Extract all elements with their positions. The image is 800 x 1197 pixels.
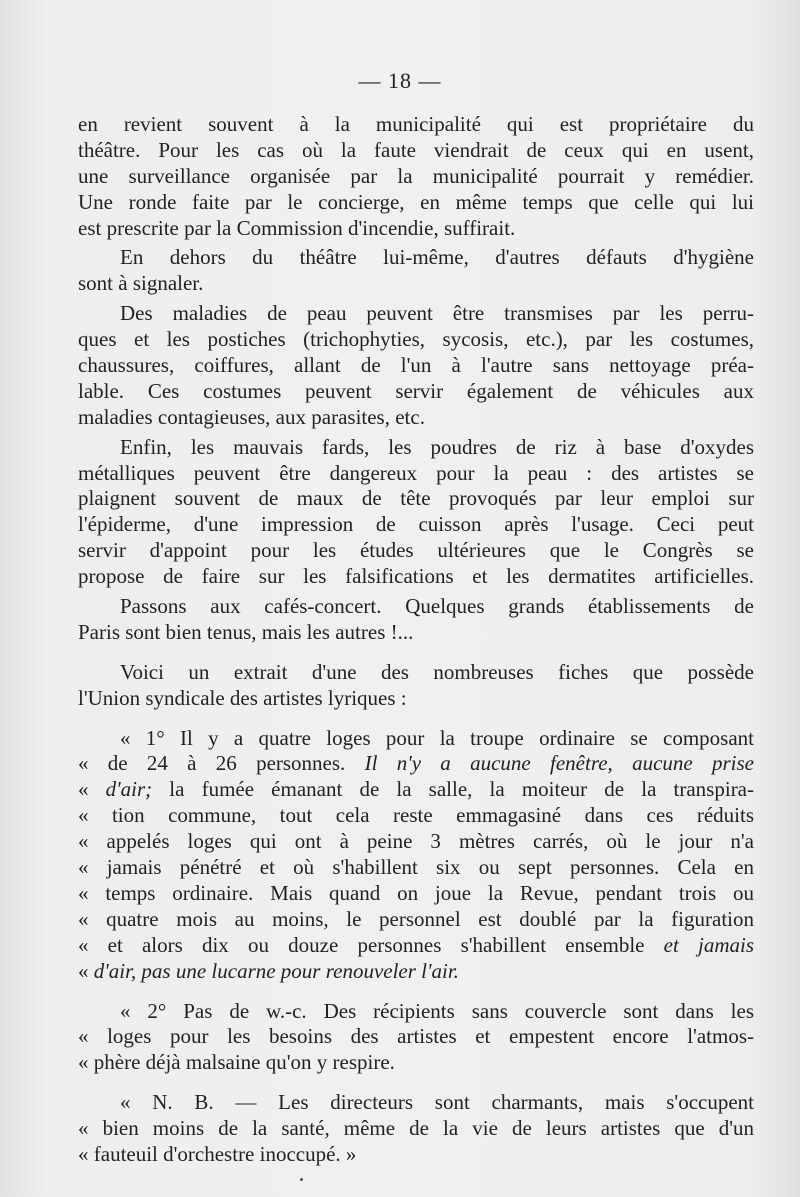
print-speck bbox=[300, 1178, 303, 1181]
text-line: métalliques peuvent être dangereux pour la peau : des artistes se bbox=[78, 460, 754, 485]
text-line: Une ronde faite par le concierge, en même temps que celle qui lui bbox=[78, 189, 754, 214]
quote-line bbox=[78, 751, 754, 777]
text-line: En dehors du théâtre lui-même, d'autres défauts d'hygiène bbox=[120, 245, 754, 270]
text-line: théâtre. Pour les cas où la faute viendrait de ceux qui en usent, bbox=[78, 137, 754, 162]
text-line: en revient souvent à la municipalité qui est propriétaire du bbox=[78, 112, 754, 136]
quote-line: « appelés loges qui ont à peine 3 mètres carrés, où le jour n'a bbox=[78, 829, 754, 854]
text-line: est prescrite par la Commission d'incendie, suffirait. bbox=[78, 215, 516, 240]
text-line: l'Union syndicale des artistes lyriques : bbox=[78, 685, 407, 710]
quote-italic-fragment: et jamais bbox=[663, 932, 754, 957]
page-number: — 18 — bbox=[358, 68, 442, 93]
quote-line: « tion commune, tout cela reste emmagasiné dans ces réduits bbox=[78, 803, 754, 828]
quote-line: « bien moins de la santé, même de la vie de leurs artistes que d'un bbox=[78, 1116, 754, 1141]
text-line: Des maladies de peau peuvent être transmises par les perru- bbox=[120, 301, 754, 326]
quote-line: « N. B. — Les directeurs sont charmants, mais s'occupent bbox=[120, 1090, 754, 1115]
quote-fragment: « bbox=[78, 958, 94, 983]
text-line: maladies contagieuses, aux parasites, etc. bbox=[78, 404, 425, 429]
quote-line: « 1° Il y a quatre loges pour la troupe ordinaire se composant bbox=[120, 725, 754, 750]
quote-line: « temps ordinaire. Mais quand on joue la Revue, pendant trois ou bbox=[78, 880, 754, 905]
quote-line bbox=[78, 959, 754, 985]
quote-line: « 2° Pas de w.-c. Des récipients sans couvercle sont dans les bbox=[120, 998, 754, 1023]
text-line: propose de faire sur les falsifications et les dermatites artificielles. bbox=[78, 564, 754, 589]
text-line: une surveillance organisée par la municipalité pourrait y remédier. bbox=[78, 163, 754, 188]
quote-line: « jamais pénétré et où s'habillent six ou sept personnes. Cela en bbox=[78, 855, 754, 880]
quote-line: « fauteuil d'orchestre inoccupé. » bbox=[78, 1141, 357, 1166]
text-line: servir d'appoint pour les études ultérieures que le Congrès se bbox=[78, 538, 754, 563]
text-line: lable. Ces costumes peuvent servir également de véhicules aux bbox=[78, 378, 754, 403]
quote-line: « phère déjà malsaine qu'on y respire. bbox=[78, 1050, 395, 1075]
quote-italic-fragment: d'air, pas une lucarne pour renouveler l'air. bbox=[93, 958, 459, 983]
quote-line: « loges pour les besoins des artistes et empestent encore l'atmos- bbox=[78, 1024, 754, 1049]
quote-fragment: « bbox=[78, 777, 106, 802]
text-line: Enfin, les mauvais fards, les poudres de riz à base d'oxydes bbox=[120, 434, 754, 459]
text-line: ques et les postiches (trichophyties, sycosis, etc.), par les costumes, bbox=[78, 327, 754, 352]
text-line: Passons aux cafés-concert. Quelques grands établissements de bbox=[120, 594, 754, 619]
quote-fragment: « de 24 à 26 personnes. bbox=[78, 751, 346, 776]
quote-line bbox=[78, 777, 754, 803]
text-line: plaignent souvent de maux de tête provoqués par leur emploi sur bbox=[78, 486, 754, 511]
quote-italic-fragment: Il n'y a aucune fenêtre, aucune prise bbox=[364, 751, 754, 776]
quote-italic-fragment: d'air; bbox=[105, 777, 153, 802]
text-line: chaussures, coiffures, allant de l'un à l'autre sans nettoyage préa- bbox=[78, 353, 754, 378]
quote-line bbox=[78, 933, 754, 959]
text-line: sont à signaler. bbox=[78, 271, 204, 296]
quote-fragment: la fumée émanant de la salle, la moiteur de la transpira- bbox=[169, 777, 754, 802]
quote-fragment: « et alors dix ou douze personnes s'habillent ensemble bbox=[78, 932, 645, 957]
body-text bbox=[78, 112, 754, 1168]
text-line: Voici un extrait d'une des nombreuses fiches que possède bbox=[120, 659, 754, 684]
text-line: Paris sont bien tenus, mais les autres !... bbox=[78, 619, 414, 644]
quote-line: « quatre mois au moins, le personnel est doublé par la figuration bbox=[78, 906, 754, 931]
text-line: l'épiderme, d'une impression de cuisson après l'usage. Ceci peut bbox=[78, 512, 754, 537]
